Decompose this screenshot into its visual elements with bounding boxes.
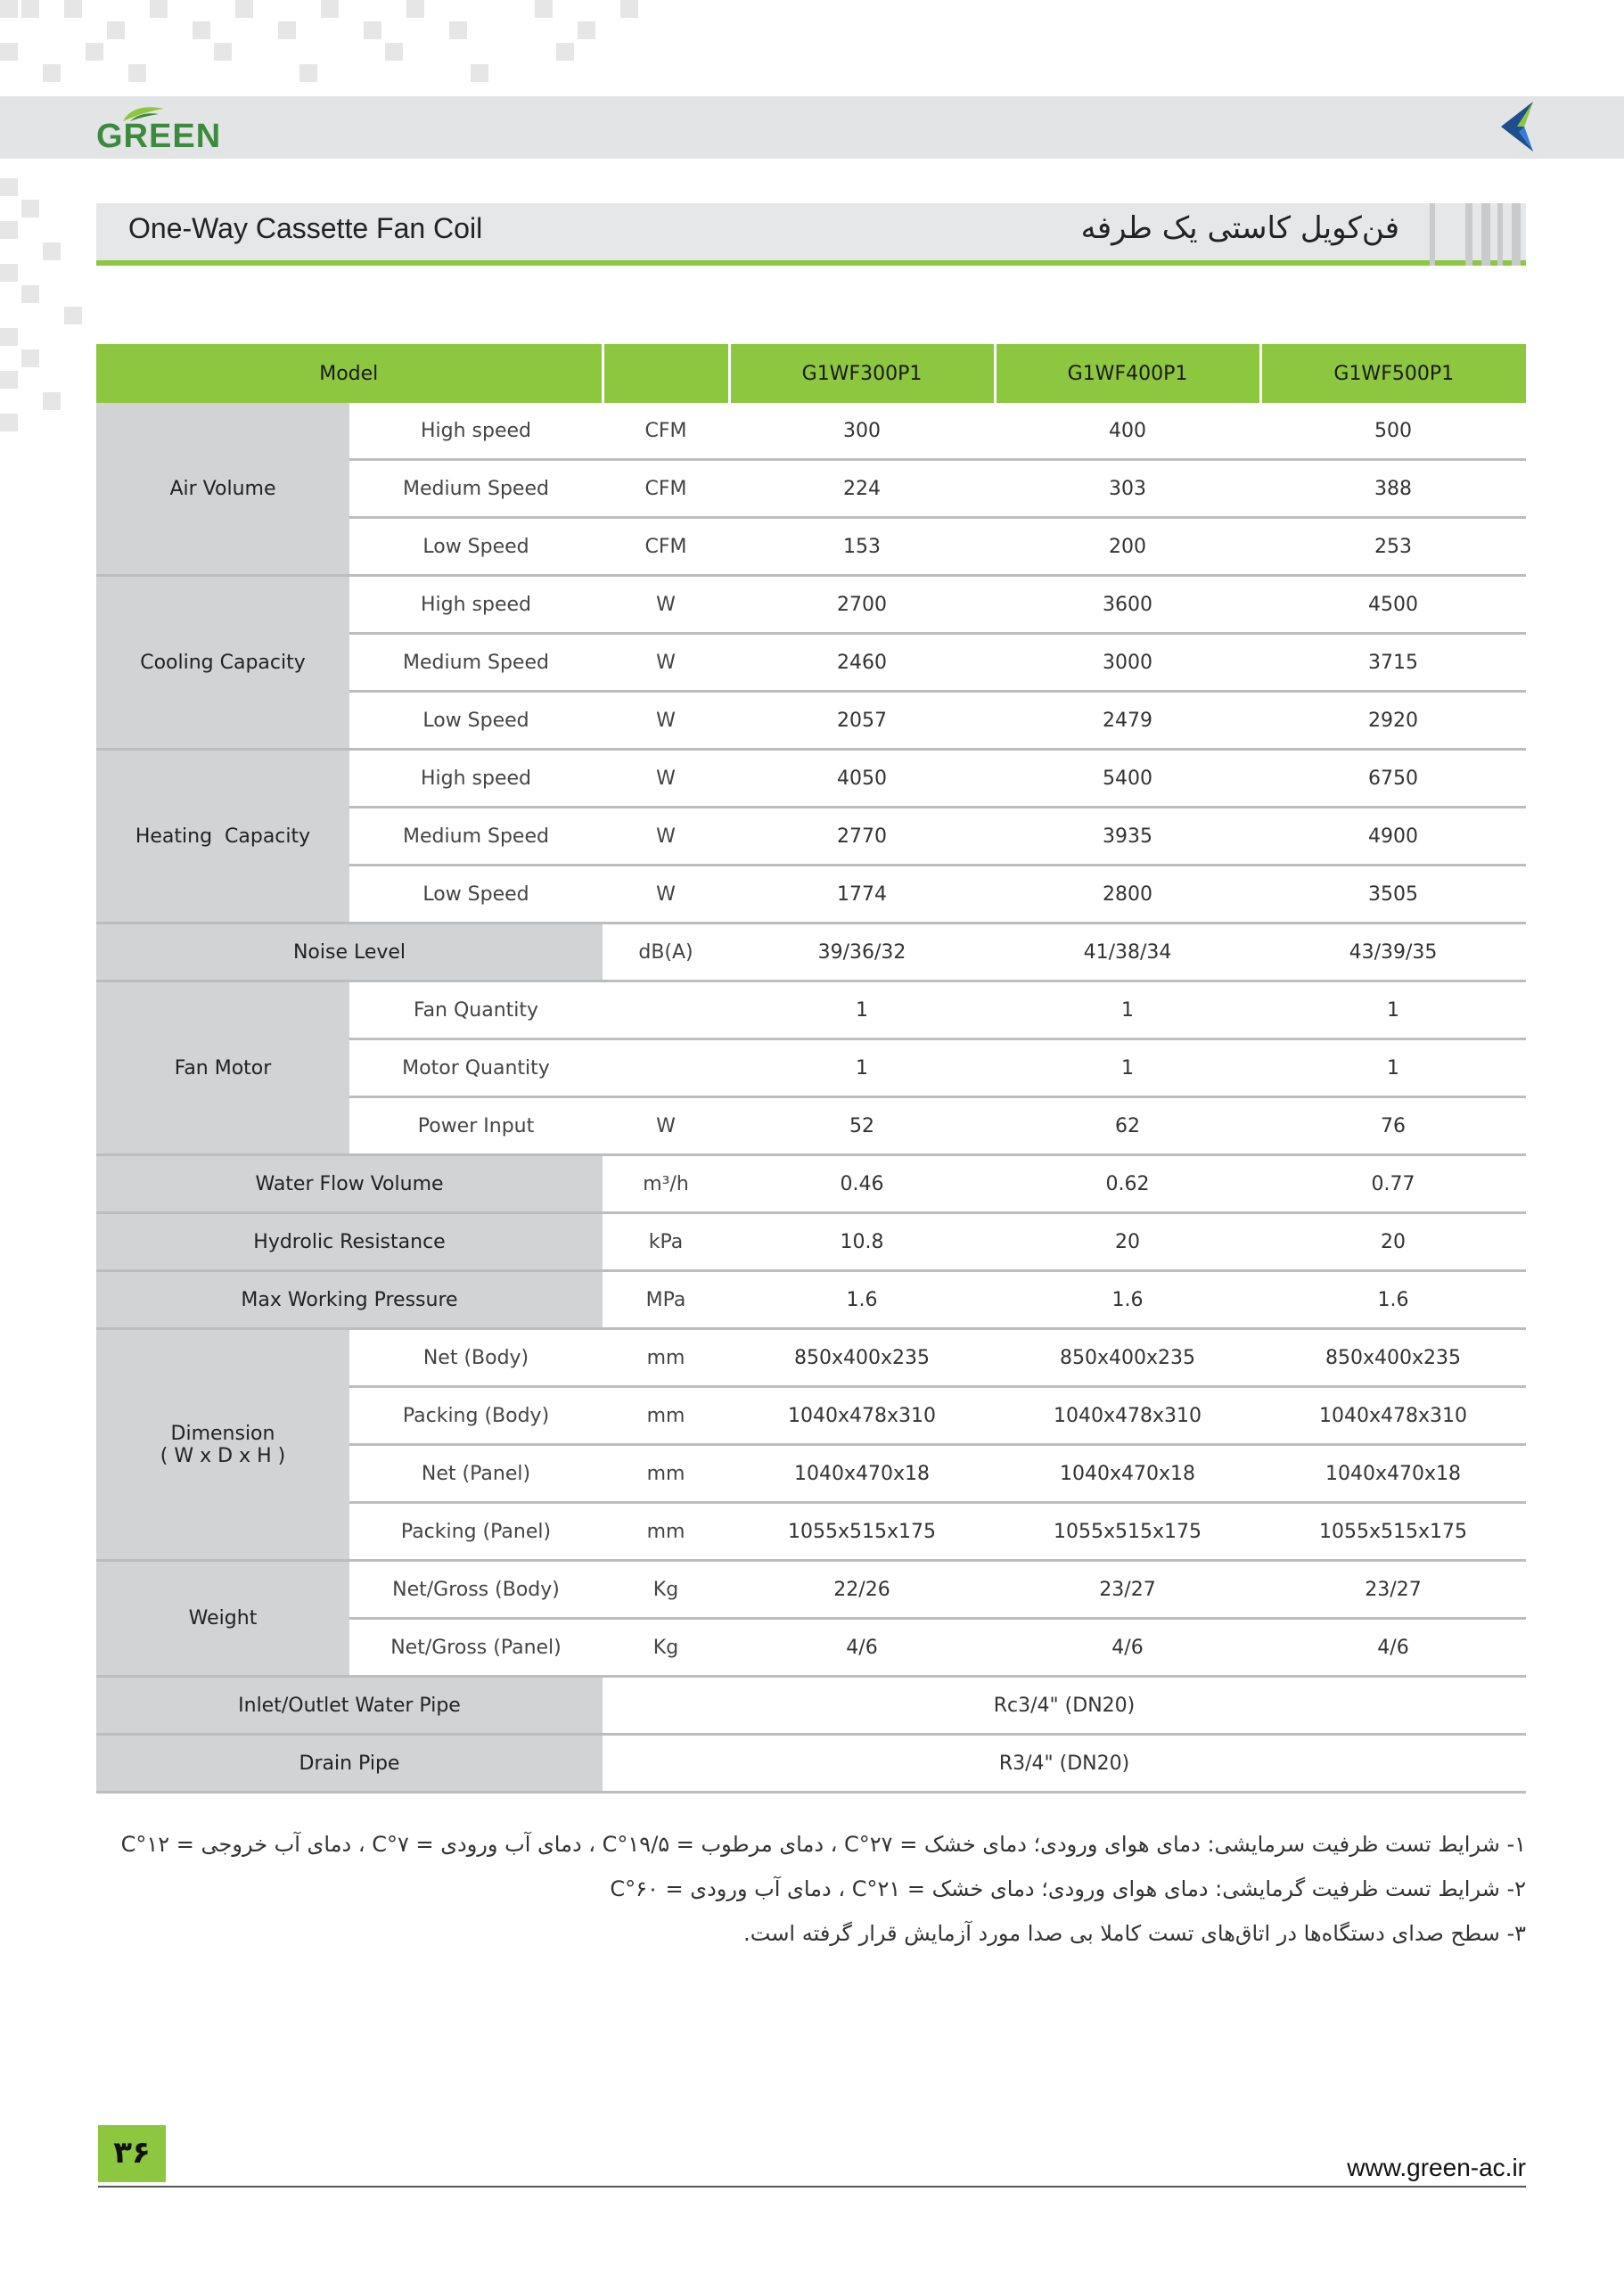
unit-cell: W [603,576,729,634]
unit-cell: W [603,866,729,923]
value-cell: 500 [1260,403,1526,460]
value-cell: 4/6 [729,1619,995,1677]
header-band [0,96,1624,159]
value-cell: 3600 [995,576,1260,634]
footnote: ۱- شرایط تست ظرفیت سرمایشی: دمای هوای ورودی؛ دمای خشک = ۲۷°C ، دمای مرطوب = ۱۹/۵°C ، دمای آب ورودی = ۷°C ، دمای آب خروجی = ۱۲°C [120,1832,1526,1857]
value-cell: 3935 [995,808,1260,866]
param-label: Power Input [349,1097,603,1155]
chevron-left-icon [1497,100,1537,153]
param-label: Packing (Body) [349,1387,603,1445]
website-link[interactable]: www.green-ac.ir [1347,2154,1526,2181]
value-cell: 1 [995,981,1260,1039]
table-row [96,1329,1526,1387]
row-label-water-flow: Water Flow Volume [96,1155,603,1213]
param-label: High speed [349,750,603,808]
value-cell: 1.6 [995,1271,1260,1329]
value-cell: 1040x470x18 [995,1445,1260,1503]
table-row [96,750,1526,808]
unit-cell: mm [603,1445,729,1503]
value-cell: 1055x515x175 [1260,1503,1526,1561]
value-cell: 4/6 [1260,1619,1526,1677]
value-cell: 2800 [995,866,1260,923]
unit-cell: W [603,808,729,866]
value-cell: 1.6 [729,1271,995,1329]
value-cell: 23/27 [1260,1561,1526,1619]
value-cell: 224 [729,460,995,518]
page-title-english: One-Way Cassette Fan Coil [128,212,483,244]
value-cell: 0.46 [729,1155,995,1213]
unit-cell: m³/h [603,1155,729,1213]
group-weight: Weight [96,1561,349,1677]
param-label: Low Speed [349,518,603,576]
param-label: Net (Panel) [349,1445,603,1503]
value-cell: 300 [729,403,995,460]
row-label-max-working-pressure: Max Working Pressure [96,1271,603,1329]
table-row [96,403,1526,460]
unit-cell: mm [603,1329,729,1387]
value-cell: 1 [995,1039,1260,1097]
value-cell: 10.8 [729,1213,995,1271]
value-cell: 20 [995,1213,1260,1271]
table-header-row [96,344,1526,403]
value-cell: 1.6 [1260,1271,1526,1329]
unit-cell: W [603,750,729,808]
value-cell: 1 [729,1039,995,1097]
value-cell: 1040x470x18 [729,1445,995,1503]
unit-cell: Kg [603,1561,729,1619]
value-cell: 2057 [729,692,995,750]
group-heating-capacity: Heating Capacity [96,750,349,923]
unit-cell: MPa [603,1271,729,1329]
footer-divider [98,2186,1526,2188]
page-title-persian: فن‌کویل کاستی یک طرفه [1080,210,1399,246]
title-underline [96,260,1526,266]
unit-cell: CFM [603,460,729,518]
row-label-hydrolic-resistance: Hydrolic Resistance [96,1213,603,1271]
value-cell: 850x400x235 [729,1329,995,1387]
row-label-drain-pipe: Drain Pipe [96,1735,603,1793]
value-cell: 20 [1260,1213,1526,1271]
unit-cell: W [603,1097,729,1155]
value-cell: 0.62 [995,1155,1260,1213]
header-model: Model [96,344,603,403]
table-row [96,1561,1526,1619]
value-cell: 4050 [729,750,995,808]
table-row [96,1213,1526,1271]
unit-cell: CFM [603,518,729,576]
value-cell: 3505 [1260,866,1526,923]
param-label: Medium Speed [349,460,603,518]
value-cell: 400 [995,403,1260,460]
value-cell: 1040x470x18 [1260,1445,1526,1503]
table-row [96,923,1526,981]
table-row [96,1677,1526,1735]
value-cell: 3715 [1260,634,1526,692]
value-cell: 23/27 [995,1561,1260,1619]
value-cell: 6750 [1260,750,1526,808]
unit-cell: mm [603,1503,729,1561]
value-cell: 850x400x235 [1260,1329,1526,1387]
value-cell: 1 [729,981,995,1039]
param-label: High speed [349,576,603,634]
value-cell: 22/26 [729,1561,995,1619]
value-cell: 253 [1260,518,1526,576]
param-label: Fan Quantity [349,981,603,1039]
value-cell: 41/38/34 [995,923,1260,981]
value-cell: 39/36/32 [729,923,995,981]
param-label: Net/Gross (Body) [349,1561,603,1619]
value-cell: 2920 [1260,692,1526,750]
group-dimension [96,1329,349,1561]
value-cell: 1040x478x310 [729,1387,995,1445]
unit-cell [603,981,729,1039]
param-label: Motor Quantity [349,1039,603,1097]
header-model-3: G1WF500P1 [1260,344,1526,403]
header-model-2: G1WF400P1 [995,344,1260,403]
unit-cell: mm [603,1387,729,1445]
unit-cell: W [603,692,729,750]
group-air-volume: Air Volume [96,403,349,576]
param-label: Low Speed [349,692,603,750]
value-cell: 1055x515x175 [995,1503,1260,1561]
value-cell: Rc3/4" (DN20) [603,1677,1526,1735]
value-cell: 2770 [729,808,995,866]
value-cell: 76 [1260,1097,1526,1155]
value-cell: 1040x478x310 [995,1387,1260,1445]
dimension-label: Dimension [170,1422,275,1445]
value-cell: 850x400x235 [995,1329,1260,1387]
unit-cell: kPa [603,1213,729,1271]
param-label: Medium Speed [349,634,603,692]
unit-cell [603,1039,729,1097]
unit-cell: dB(A) [603,923,729,981]
unit-cell: W [603,634,729,692]
header-model-1: G1WF300P1 [729,344,995,403]
footnote: ۳- سطح صدای دستگاه‌ها در اتاق‌های تست کاملا بی صدا مورد آزمایش قرار گرفته است. [743,1921,1526,1946]
header-unit [603,344,729,403]
footnotes [82,1822,1526,1956]
brand-logo [96,105,230,159]
value-cell: 2460 [729,634,995,692]
value-cell: 4500 [1260,576,1526,634]
group-fan-motor: Fan Motor [96,981,349,1155]
unit-cell: CFM [603,403,729,460]
value-cell: 1055x515x175 [729,1503,995,1561]
logo-text: GREEN [96,118,222,155]
param-label: High speed [349,403,603,460]
value-cell: 0.77 [1260,1155,1526,1213]
value-cell: 4900 [1260,808,1526,866]
param-label: Packing (Panel) [349,1503,603,1561]
value-cell: 1 [1260,1039,1526,1097]
value-cell: 303 [995,460,1260,518]
value-cell: 2700 [729,576,995,634]
footnote: ۲- شرایط تست ظرفیت گرمایشی: دمای هوای ورودی؛ دمای خشک = ۲۱°C ، دمای آب ورودی = ۶۰°C [610,1876,1526,1901]
table-row [96,1271,1526,1329]
table-row [96,1155,1526,1213]
unit-cell: Kg [603,1619,729,1677]
value-cell: 388 [1260,460,1526,518]
value-cell: 200 [995,518,1260,576]
value-cell: 62 [995,1097,1260,1155]
table-row [96,576,1526,634]
group-cooling-capacity: Cooling Capacity [96,576,349,750]
title-stripes [1430,203,1526,266]
value-cell: 4/6 [995,1619,1260,1677]
param-label: Net/Gross (Panel) [349,1619,603,1677]
value-cell: 5400 [995,750,1260,808]
row-label-noise-level: Noise Level [96,923,603,981]
value-cell: 1 [1260,981,1526,1039]
value-cell: 1040x478x310 [1260,1387,1526,1445]
param-label: Net (Body) [349,1329,603,1387]
value-cell: 2479 [995,692,1260,750]
dimension-sublabel: ( W x D x H ) [160,1444,286,1467]
table-row [96,1735,1526,1793]
table-row [96,981,1526,1039]
spec-table [96,344,1526,1794]
value-cell: 1774 [729,866,995,923]
value-cell: R3/4" (DN20) [603,1735,1526,1793]
param-label: Low Speed [349,866,603,923]
value-cell: 3000 [995,634,1260,692]
param-label: Medium Speed [349,808,603,866]
value-cell: 43/39/35 [1260,923,1526,981]
value-cell: 52 [729,1097,995,1155]
page-number: ۳۶ [98,2125,166,2182]
row-label-inlet-outlet-pipe: Inlet/Outlet Water Pipe [96,1677,603,1735]
value-cell: 153 [729,518,995,576]
